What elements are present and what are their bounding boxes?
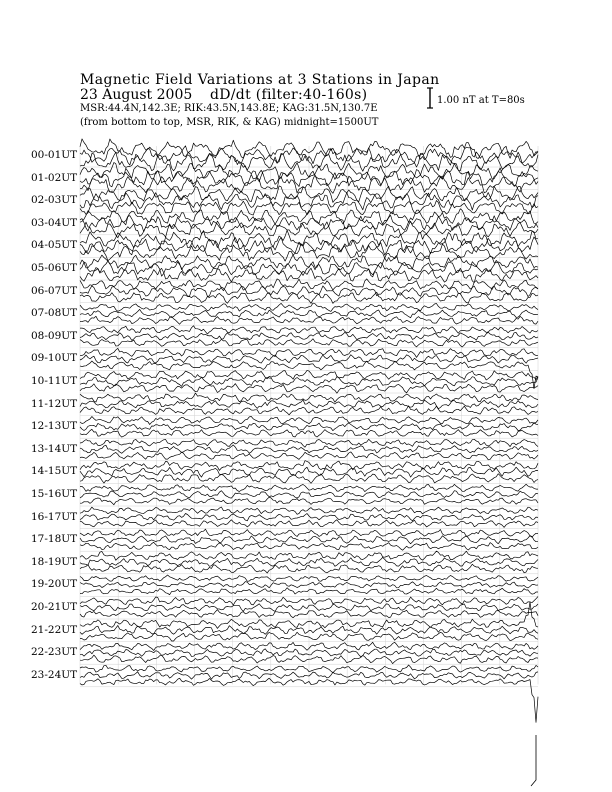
hour-label: 06-07UT xyxy=(31,284,78,297)
hour-label: 01-02UT xyxy=(31,171,78,184)
station-coordinates: MSR:44.4N,142.3E; RIK:43.5N,143.8E; KAG:31.5N,130.7E xyxy=(80,103,378,114)
trace-msr-23-24UT xyxy=(80,678,538,722)
hour-label: 21-22UT xyxy=(31,623,78,636)
hour-label: 19-20UT xyxy=(31,578,78,591)
date-label: 23 August 2005 xyxy=(80,87,193,103)
hour-label: 16-17UT xyxy=(31,510,78,523)
chart-title: Magnetic Field Variations at 3 Stations in Japan xyxy=(80,72,440,88)
hour-label: 17-18UT xyxy=(31,533,78,546)
filter-label: dD/dt (filter:40-160s) xyxy=(210,87,368,103)
hour-label: 13-14UT xyxy=(31,442,78,455)
hour-label: 20-21UT xyxy=(31,601,78,613)
hour-label: 07-08UT xyxy=(31,307,78,320)
hour-label: 04-05UT xyxy=(31,239,78,252)
scale-bar-label: 1.00 nT at T=80s xyxy=(437,95,525,106)
hour-label: 12-13UT xyxy=(31,420,78,433)
hour-label: 02-03UT xyxy=(31,194,78,207)
station-order-note: (from bottom to top, MSR, RIK, & KAG) midnight=1500UT xyxy=(80,117,379,128)
hour-label: 10-11UT xyxy=(31,375,78,387)
hour-label: 18-19UT xyxy=(31,555,78,568)
hour-label: 15-16UT xyxy=(31,488,78,500)
hour-label: 08-09UT xyxy=(31,329,78,342)
hour-label: 09-10UT xyxy=(31,352,78,365)
hour-label: 14-15UT xyxy=(31,465,78,478)
trace-tail-excursion xyxy=(531,735,536,786)
hour-label: 05-06UT xyxy=(31,262,78,274)
hour-label: 11-12UT xyxy=(31,397,78,410)
hour-label: 22-23UT xyxy=(31,646,78,659)
hour-label: 03-04UT xyxy=(31,216,78,229)
scale-bar-icon xyxy=(427,88,433,108)
hour-label: 00-01UT xyxy=(31,149,78,161)
hour-label: 23-24UT xyxy=(31,668,78,681)
